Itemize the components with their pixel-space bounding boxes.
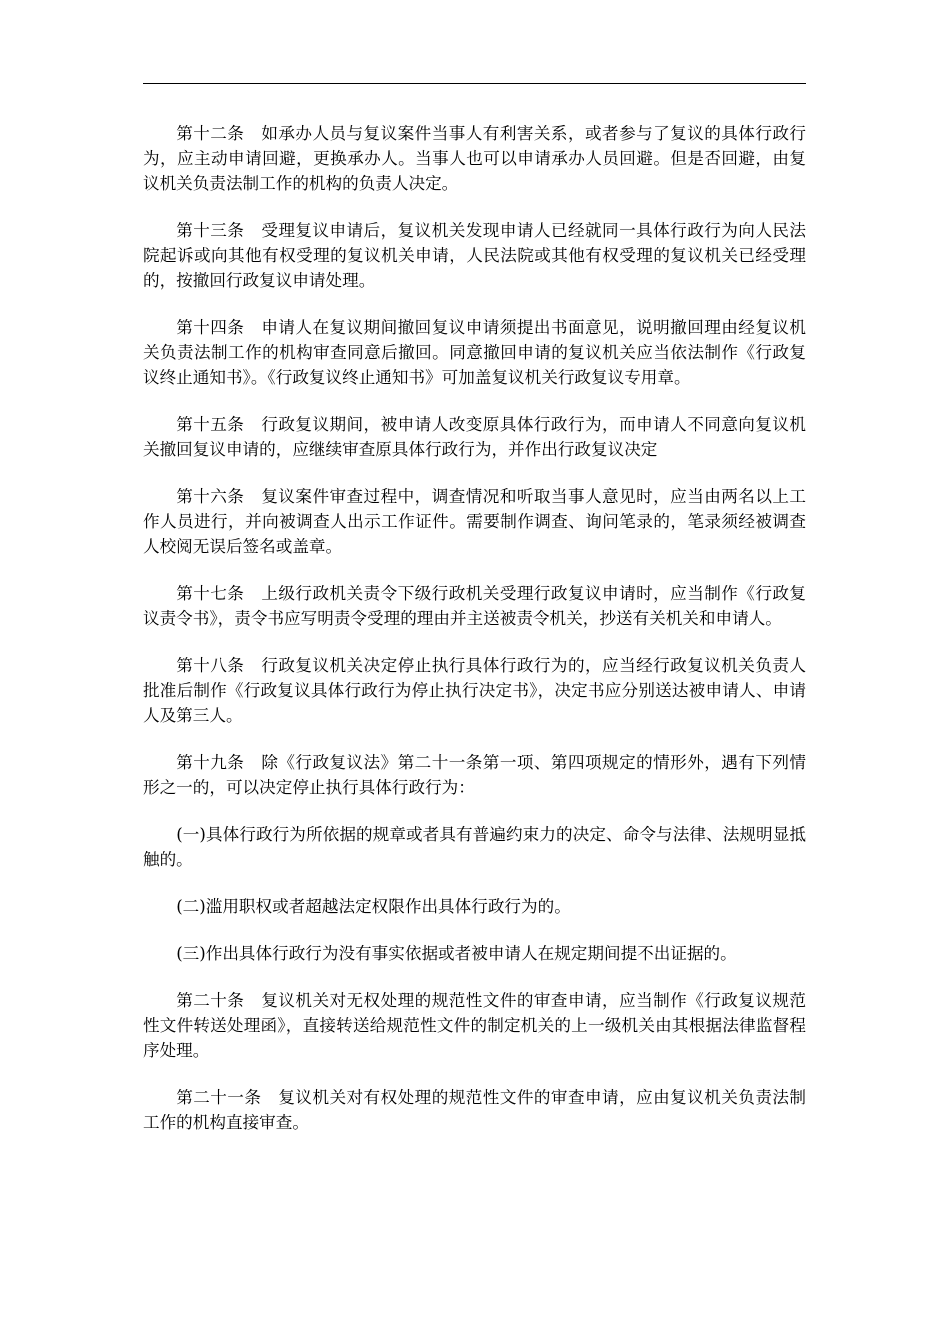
article-20: 第二十条 复议机关对无权处理的规范性文件的审查申请，应当制作《行政复议规范性文件转送处理函》，直接转送给规范性文件的制定机关的上一级机关由其根据法律监督程序处理。 [143, 991, 806, 1060]
article-17: 第十七条 上级行政机关责令下级行政机关受理行政复议申请时，应当制作《行政复议责令书》，责令书应写明责令受理的理由并主送被责令机关，抄送有关机关和申请人。 [143, 584, 806, 628]
article-13: 第十三条 受理复议申请后，复议机关发现申请人已经就同一具体行政行为向人民法院起诉或向其他有权受理的复议机关申请，人民法院或其他有权受理的复议机关已经受理的，按撤回行政复议申请处理。 [143, 221, 806, 290]
article-15: 第十五条 行政复议期间，被申请人改变原具体行政行为，而申请人不同意向复议机关撤回复议申请的，应继续审查原具体行政行为，并作出行政复议决定 [143, 415, 806, 459]
article-19-item-3: (三)作出具体行政行为没有事实依据或者被申请人在规定期间提不出证据的。 [176, 944, 737, 963]
article-12: 第十二条 如承办人员与复议案件当事人有利害关系，或者参与了复议的具体行政行为，应主动申请回避，更换承办人。当事人也可以申请承办人员回避。但是否回避，由复议机关负责法制工作的机构的负责人决定。 [143, 124, 806, 193]
article-21: 第二十一条 复议机关对有权处理的规范性文件的审查申请，应由复议机关负责法制工作的机构直接审查。 [143, 1088, 806, 1132]
document-body [143, 121, 806, 1157]
article-14: 第十四条 申请人在复议期间撤回复议申请须提出书面意见，说明撤回理由经复议机关负责法制工作的机构审查同意后撤回。同意撤回申请的复议机关应当依法制作《行政复议终止通知书》。《行政复议终止通知书》可加盖复议机关行政复议专用章。 [143, 318, 806, 387]
header-rule [143, 83, 806, 84]
article-16: 第十六条 复议案件审查过程中，调查情况和听取当事人意见时，应当由两名以上工作人员进行，并向被调查人出示工作证件。需要制作调查、询问笔录的，笔录须经被调查人校阅无误后签名或盖章。 [143, 487, 806, 556]
article-19: 第十九条 除《行政复议法》第二十一条第一项、第四项规定的情形外，遇有下列情形之一的，可以决定停止执行具体行政行为： [143, 753, 806, 797]
article-18: 第十八条 行政复议机关决定停止执行具体行政行为的，应当经行政复议机关负责人批准后制作《行政复议具体行政行为停止执行决定书》，决定书应分别送达被申请人、申请人及第三人。 [143, 656, 806, 725]
article-19-item-2: (二)滥用职权或者超越法定权限作出具体行政行为的。 [176, 897, 571, 916]
article-19-item-1: (一)具体行政行为所依据的规章或者具有普遍约束力的决定、命令与法律、法规明显抵触的。 [143, 825, 806, 869]
